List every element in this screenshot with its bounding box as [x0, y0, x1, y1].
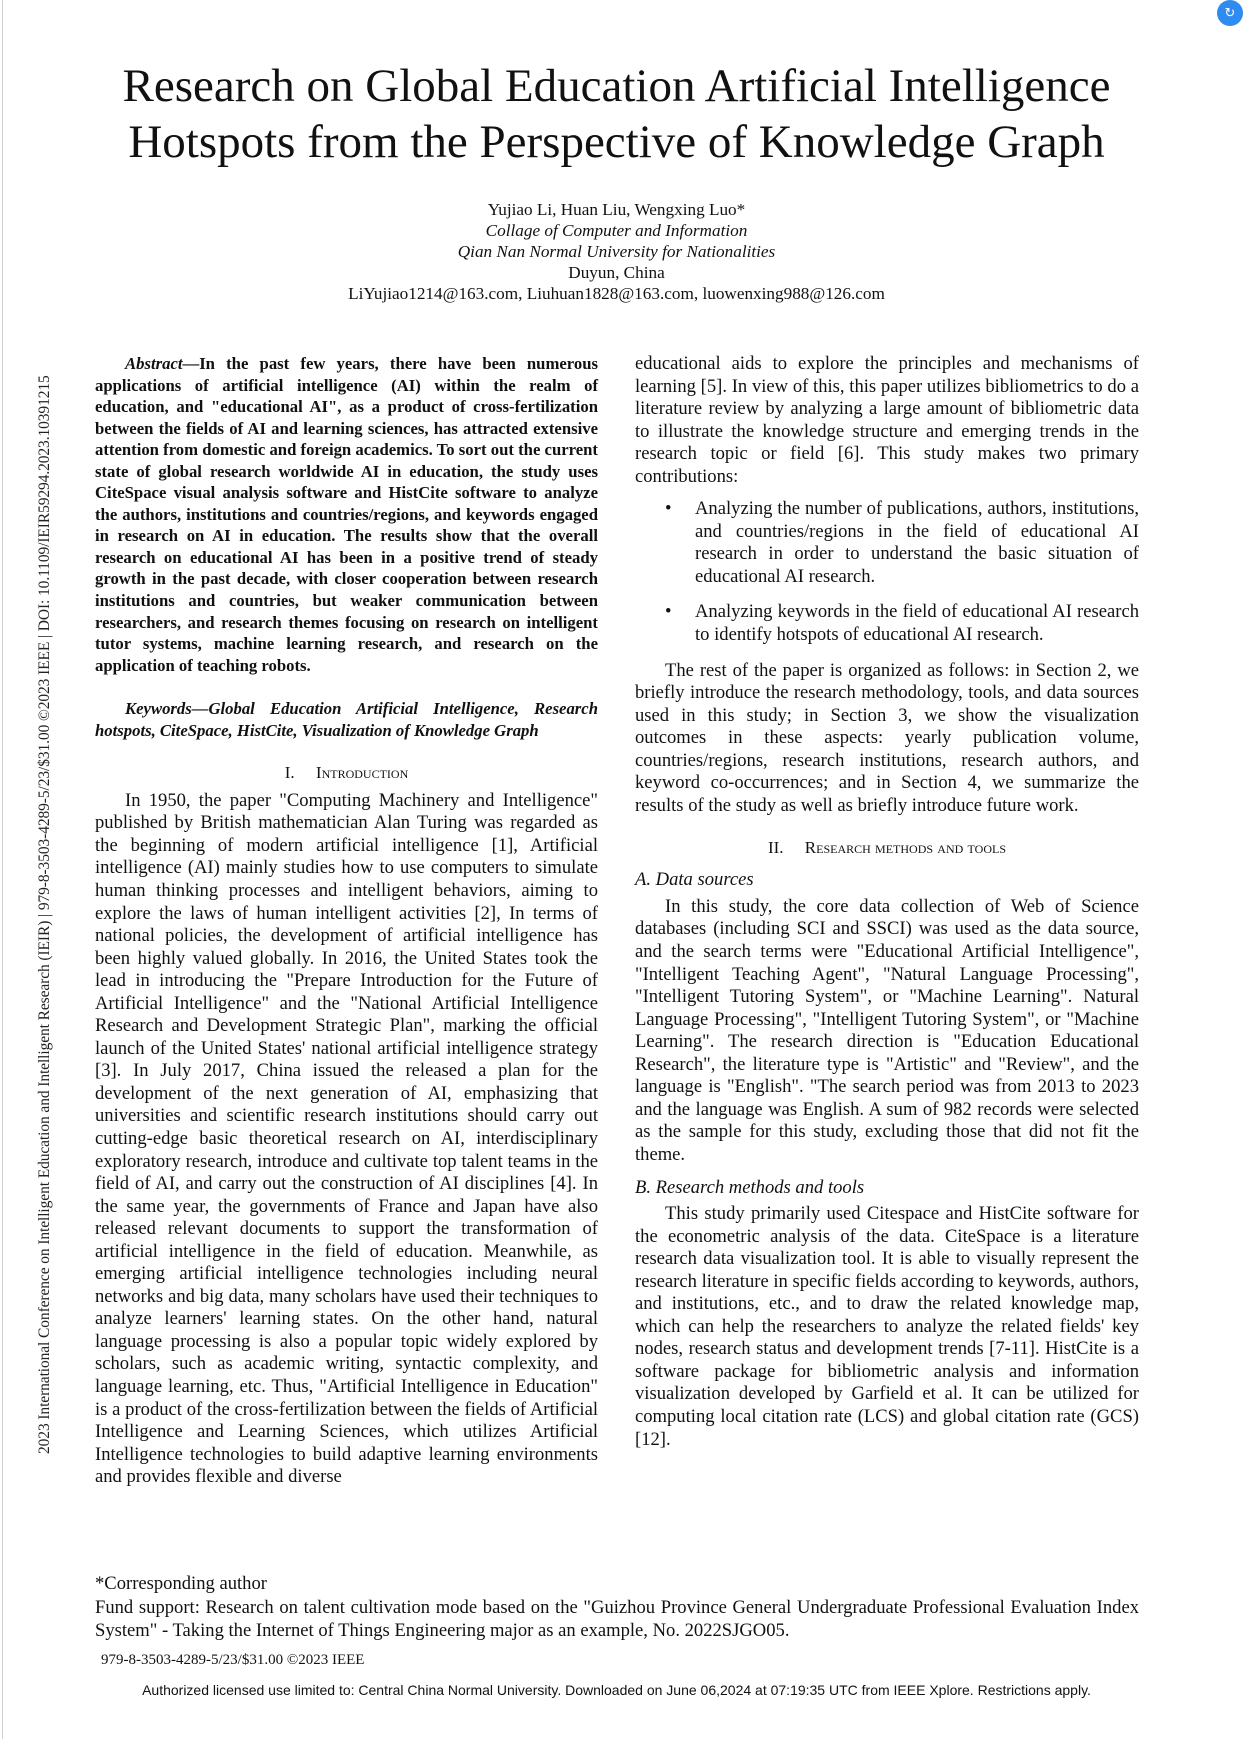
section-number: II. [767, 838, 784, 858]
author-department: Collage of Computer and Information [485, 221, 748, 240]
translate-icon[interactable]: ↻ [1217, 0, 1243, 26]
author-block [200, 199, 1033, 304]
abstract [95, 353, 598, 676]
fund-support-note: Fund support: Research on talent cultivation mode based on the "Guizhou Province General Undergraduate Professional Evaluation Index System" - Taking the Internet of Things Engineering major as an example, No. 2022SJGO05. [95, 1596, 1139, 1641]
paper-title [60, 58, 1173, 170]
author-names: Yujiao Li, Huan Liu, Wengxing Luo* [487, 200, 746, 219]
contribution-list [635, 498, 1139, 646]
copyright-line: 979-8-3503-4289-5/23/$31.00 ©2023 IEEE [101, 1652, 365, 1668]
section-heading-introduction [95, 762, 598, 784]
section-title: Research methods and tools [804, 838, 1007, 858]
author-university: Qian Nan Normal University for Nationalities [457, 242, 776, 261]
abstract-text: —In the past few years, there have been numerous applications of artificial intelligence (AI) within the realm of education, and "educational AI", as a product of cross-fertilization between the fields of AI and learning sciences, has attracted extensive attention from domestic and foreign academics. To sort out the current state of global research worldwide AI in education, the study uses CiteSpace visual analysis software and HistCite software to analyze the authors, institutions and countries/regions, and keywords engaged in research on AI in education. The results show that the overall research on educational AI has been in a positive trend of steady growth in the past decade, with closer cooperation between research institutions and countries, but weaker communication between researchers, and research themes focusing on research on intelligent tutor systems, machine learning research, and research on the application of teaching robots. [95, 354, 598, 675]
keywords: Keywords—Global Education Artificial Intelligence, Research hotspots, CiteSpace, HistCite, Visualization of Knowledge Graph [95, 699, 598, 740]
bullet-icon: • [665, 601, 672, 623]
corresponding-author-note: *Corresponding author [95, 1573, 267, 1594]
bullet-icon: • [665, 498, 672, 520]
subsection-heading-data-sources: A. Data sources [635, 869, 754, 891]
author-location: Duyun, China [568, 263, 665, 282]
section-title: Introduction [315, 762, 409, 782]
author-emails: LiYujiao1214@163.com, Liuhuan1828@163.com, luowenxing988@126.com [348, 284, 885, 303]
right-column [635, 353, 1139, 1451]
title-line-1: Research on Global Education Artificial Intelligence [122, 60, 1111, 112]
list-item-text: Analyzing keywords in the field of educational AI research to identify hotspots of educational AI research. [695, 601, 1139, 646]
section-heading-methods [635, 837, 1139, 859]
page-edge [2, 0, 3, 1739]
left-column [95, 353, 598, 1489]
intro-paragraph-continued: educational aids to explore the principles and mechanisms of learning [5]. In view of this, this paper utilizes bibliometrics to do a literature review by analyzing a large amount of bibliometric data to illustrate the knowledge structure and emerging trends in the research topic or field [6]. This study makes two primary contributions: [635, 353, 1139, 487]
intro-paragraph: In 1950, the paper "Computing Machinery and Intelligence" published by British mathematician Alan Turing was regarded as the beginning of modern artificial intelligence [1], Artificial intelligence (AI) mainly studies how to use computers to simulate human thinking processes and intelligent behaviors, aiming to explore the laws of human intelligent activities [2], In terms of national policies, the development of artificial intelligence has been highly valued globally. In 2016, the United States took the lead in introducing the "Prepare Introduction for the Future of Artificial Intelligence" and the "National Artificial Intelligence Research and Development Strategic Plan", marking the official launch of the United States' national artificial intelligence strategy [3]. In July 2017, China issued the released a plan for the development of the next generation of AI, emphasizing that universities and scientific research institutions should carry out cutting-edge basic theoretical research on AI, interdisciplinary exploratory research, introduce and cultivate top talent teams in the field of AI, and carry out the construction of AI disciplines [4]. In the same year, the governments of France and Japan have also released relevant documents to support the transformation of artificial intelligence in the field of education. Meanwhile, as emerging artificial intelligence technologies including neural networks and big data, many scholars have used their techniques to analyze learners' learning states. On the other hand, natural language processing is also a popular topic widely explored by scholars, such as academic writing, syntactic complexity, and language learning, etc. Thus, "Artificial Intelligence in Education" is a product of the cross-fertilization between the fields of Artificial Intelligence and Learning Sciences, which utilizes Artificial Intelligence technologies to build adaptive learning environments and provides flexible and diverse [95, 789, 598, 1488]
abstract-lead: Abstract [125, 354, 183, 373]
methods-tools-paragraph: This study primarily used Citespace and HistCite software for the econometric analysis of the data. CiteSpace is a literature research data visualization tool. It is able to visually represent the research literature in specific fields according to keywords, authors, and institutions, etc., and to draw the related knowledge map, which can help the researchers to analyze the related fields' key nodes, research status and development trends [7-11]. HistCite is a software package for bibliometric analysis and information visualization developed by Garfield et al. It can be utilized for computing local citation rate (LCS) and global citation rate (GCS) [12]. [635, 1203, 1139, 1450]
list-item [665, 498, 1139, 588]
license-notice: Authorized licensed use limited to: Central China Normal University. Downloaded on June 06,2024 at 07:19:35 UTC from IEEE Xplore. Restrictions apply. [142, 1682, 1091, 1698]
footnote-block [95, 1572, 1139, 1643]
subsection-heading-methods-tools: B. Research methods and tools [635, 1176, 865, 1198]
list-item-text: Analyzing the number of publications, authors, institutions, and countries/regions in the field of educational AI research in order to understand the basic situation of educational AI research. [695, 498, 1139, 587]
data-sources-paragraph: In this study, the core data collection of Web of Science databases (including SCI and SSCI) was used as the data source, and the search terms were "Educational Artificial Intelligence", "Intelligent Teaching Agent", "Natural Language Processing", "Intelligent Tutoring System", or "Machine Learning". Natural Language Processing", "Intelligent Tutoring System", or "Machine Learning". The research direction is "Education Educational Research", the literature type is "Artistic" and "Review", and the language is "English". "The search period was from 2013 to 2023 and the language was English. A sum of 982 records were selected as the sample for this study, excluding those that did not fit the theme. [635, 895, 1139, 1165]
side-doi-text: 2023 International Conference on Intelligent Education and Intelligent Research (IEIR) | 979-8-3503-4289-5/23/$31.00 ©2023 IEEE | DOI: 10.1109/IEIR59294.2023.10391215 [36, 375, 53, 1454]
title-line-2: Hotspots from the Perspective of Knowledge Graph [128, 116, 1105, 168]
organization-paragraph: The rest of the paper is organized as follows: in Section 2, we briefly introduce the research methodology, tools, and data sources used in this study; in Section 3, we show the visualization outcomes in these aspects: yearly publication volume, countries/regions, research institutions, research authors, and keyword co-occurrences; and in Section 4, we summarize the results of the study as well as briefly introduce future work. [635, 659, 1139, 816]
list-item [665, 601, 1139, 646]
section-number: I. [284, 762, 295, 782]
